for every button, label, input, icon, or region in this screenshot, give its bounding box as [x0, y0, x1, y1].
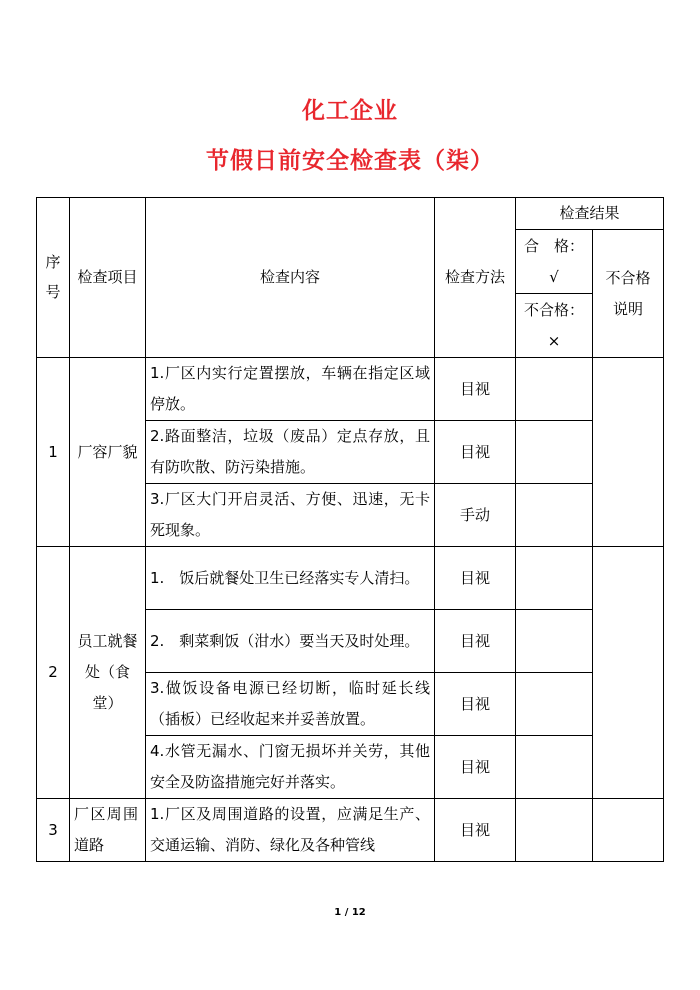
- check-method: 目视: [435, 610, 516, 673]
- check-method: 目视: [435, 736, 516, 799]
- result-cell[interactable]: [516, 799, 593, 862]
- page-number: 1 / 12: [334, 907, 366, 918]
- title-line-2: 节假日前安全检查表（柒）: [206, 148, 494, 174]
- result-cell[interactable]: [516, 673, 593, 736]
- header-content: 检查内容: [146, 198, 435, 358]
- check-method: 手动: [435, 484, 516, 547]
- check-content: 4.水管无漏水、门窗无损坏并关劳，其他安全及防盗措施完好并落实。: [146, 736, 435, 799]
- section-no: 1: [37, 358, 70, 547]
- header-pass: 合 格：√: [516, 230, 593, 294]
- header-result: 检查结果: [516, 198, 664, 230]
- section-no: 2: [37, 547, 70, 799]
- table-row: [37, 547, 664, 610]
- result-cell[interactable]: [516, 421, 593, 484]
- section-no: 3: [37, 799, 70, 862]
- header-item: 检查项目: [70, 198, 146, 358]
- result-cell[interactable]: [516, 484, 593, 547]
- check-method: 目视: [435, 547, 516, 610]
- table-row: [37, 358, 664, 421]
- note-cell[interactable]: [593, 547, 664, 799]
- check-content: 1.厂区内实行定置摆放，车辆在指定区域停放。: [146, 358, 435, 421]
- section-item: 厂容厂貌: [70, 358, 146, 547]
- check-content: 2.路面整洁，垃圾（废品）定点存放，且有防吹散、防污染措施。: [146, 421, 435, 484]
- check-content: 3.厂区大门开启灵活、方便、迅速，无卡死现象。: [146, 484, 435, 547]
- check-method: 目视: [435, 799, 516, 862]
- check-content: 3.做饭设备电源已经切断，临时延长线（插板）已经收起来并妥善放置。: [146, 673, 435, 736]
- check-method: 目视: [435, 673, 516, 736]
- check-content: 1.厂区及周围道路的设置，应满足生产、交通运输、消防、绿化及各种管线: [146, 799, 435, 862]
- result-cell[interactable]: [516, 610, 593, 673]
- note-cell[interactable]: [593, 358, 664, 547]
- section-item: 厂区周围道路: [70, 799, 146, 862]
- check-content: 1. 饭后就餐处卫生已经落实专人清扫。: [146, 547, 435, 610]
- header-no: 序号: [37, 198, 70, 358]
- header-fail: 不合格：×: [516, 294, 593, 358]
- table-row: [37, 799, 664, 862]
- section-item: 员工就餐处（食堂）: [70, 547, 146, 799]
- check-content: 2. 剩菜剩饭（泔水）要当天及时处理。: [146, 610, 435, 673]
- result-cell[interactable]: [516, 547, 593, 610]
- inspection-table: [36, 197, 664, 862]
- header-method: 检查方法: [435, 198, 516, 358]
- check-method: 目视: [435, 358, 516, 421]
- note-cell[interactable]: [593, 799, 664, 862]
- title-line-1: 化工企业: [302, 98, 398, 124]
- check-method: 目视: [435, 421, 516, 484]
- header-note: 不合格说明: [593, 230, 664, 358]
- result-cell[interactable]: [516, 736, 593, 799]
- result-cell[interactable]: [516, 358, 593, 421]
